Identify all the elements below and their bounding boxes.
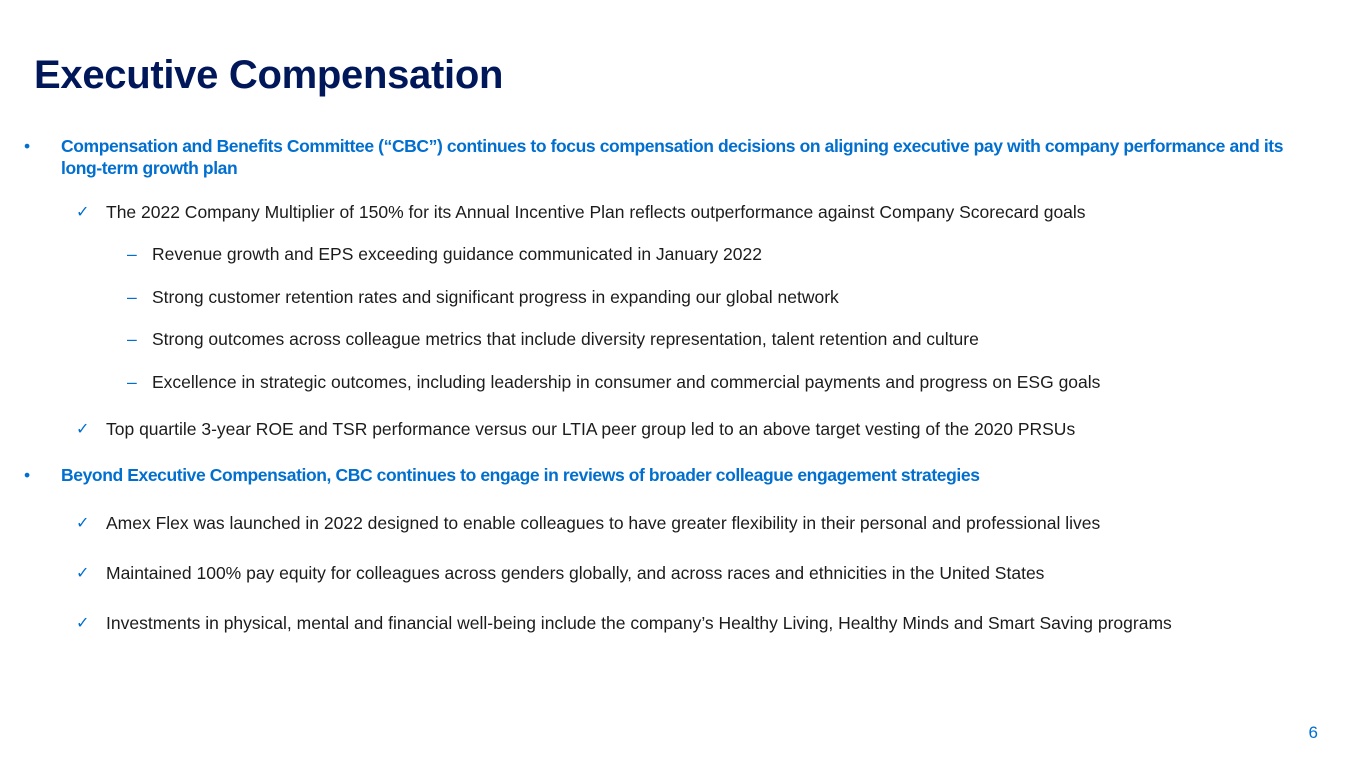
checklist-item bbox=[76, 418, 1075, 440]
checklist-item-text: Amex Flex was launched in 2022 designed to enable colleagues to have greater flexibility in their personal and professional lives bbox=[106, 513, 1101, 533]
dash-icon: – bbox=[127, 329, 137, 349]
checklist-item bbox=[76, 201, 1086, 223]
section-bullet-compensation-committee bbox=[24, 135, 1324, 179]
checkmark-icon: ✓ bbox=[76, 613, 90, 632]
page-number: 6 bbox=[1308, 723, 1318, 742]
checkmark-icon: ✓ bbox=[76, 513, 90, 532]
bullet-icon: • bbox=[24, 136, 30, 156]
dash-icon: – bbox=[127, 244, 137, 264]
section-heading: Beyond Executive Compensation, CBC continues to engage in reviews of broader colleague engagement strategies bbox=[61, 465, 980, 485]
checkmark-icon: ✓ bbox=[76, 419, 90, 438]
checkmark-icon: ✓ bbox=[76, 202, 90, 221]
sub-item bbox=[127, 328, 979, 350]
section-bullet-colleague-engagement bbox=[24, 464, 1324, 486]
section-heading: Compensation and Benefits Committee (“CBC”) continues to focus compensation decisions on aligning executive pay with company performance and its long-term growth plan bbox=[61, 136, 1284, 178]
checklist-item bbox=[76, 612, 1172, 634]
dash-icon: – bbox=[127, 372, 137, 392]
sub-item bbox=[127, 243, 762, 265]
sub-item bbox=[127, 286, 839, 308]
checkmark-icon: ✓ bbox=[76, 563, 90, 582]
sub-item-text: Excellence in strategic outcomes, including leadership in consumer and commercial payments and progress on ESG goals bbox=[152, 372, 1101, 392]
slide-title: Executive Compensation bbox=[34, 53, 504, 97]
dash-icon: – bbox=[127, 287, 137, 307]
checklist-item-text: Investments in physical, mental and financial well-being include the company’s Healthy Living, Healthy Minds and Smart Saving programs bbox=[106, 613, 1172, 633]
checklist-item-text: The 2022 Company Multiplier of 150% for its Annual Incentive Plan reflects outperformance against Company Scorecard goals bbox=[106, 202, 1086, 222]
sub-item bbox=[127, 371, 1100, 393]
checklist-item bbox=[76, 562, 1044, 584]
sub-item-text: Strong outcomes across colleague metrics that include diversity representation, talent retention and culture bbox=[152, 329, 979, 349]
checklist-item bbox=[76, 512, 1100, 534]
checklist-item-text: Top quartile 3-year ROE and TSR performance versus our LTIA peer group led to an above target vesting of the 2020 PRSUs bbox=[106, 419, 1076, 439]
bullet-icon: • bbox=[24, 465, 30, 485]
sub-item-text: Strong customer retention rates and significant progress in expanding our global network bbox=[152, 287, 839, 307]
checklist-item-text: Maintained 100% pay equity for colleagues across genders globally, and across races and ethnicities in the United States bbox=[106, 563, 1045, 583]
sub-item-text: Revenue growth and EPS exceeding guidance communicated in January 2022 bbox=[152, 244, 762, 264]
